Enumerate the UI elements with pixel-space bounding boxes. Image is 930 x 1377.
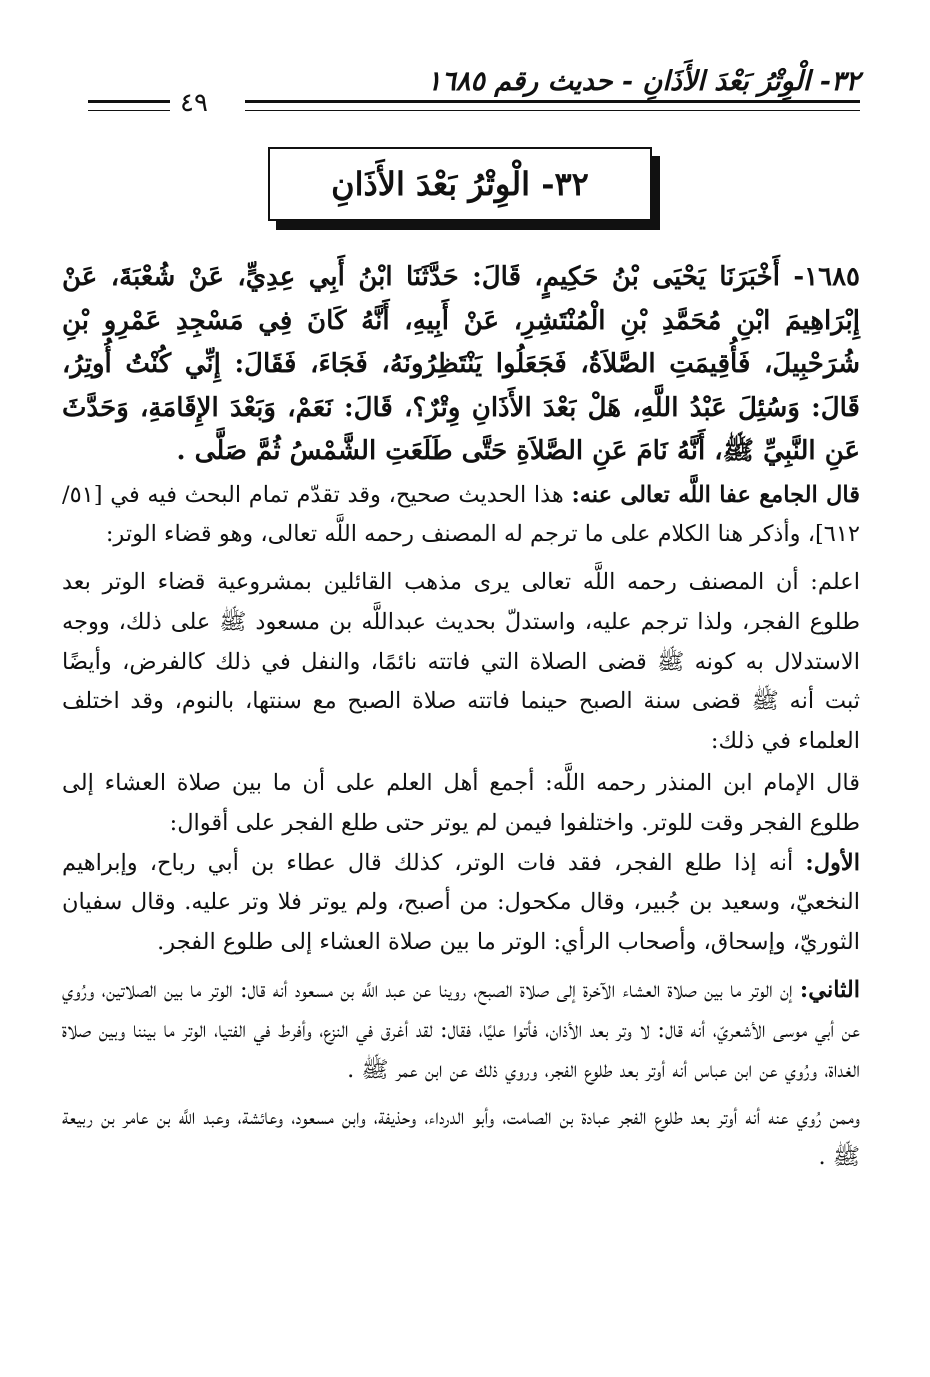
header-rule-right-thick [245,100,860,103]
commentary-paragraph-1 [62,476,860,556]
commentary-paragraph-5 [62,971,860,1090]
commentary-lead-1: قال الجامع عفا اللَّه تعالى عنه: [571,481,860,508]
page-number: ٤٩ [180,88,208,118]
commentary-text-1: هذا الحديث صحيح، وقد تقدّم تمام البحث فيه في [٥١/ ٦١٢]، وأذكر هنا الكلام على ما ترجم له المصنف رحمه اللَّه تعالى، وهو قضاء الوتر: [62,481,860,548]
commentary-lead-4: الأول: [805,849,860,876]
commentary-lead-5: الثاني: [799,977,860,1004]
commentary-paragraph-2 [62,563,860,762]
page-body [62,256,860,1178]
commentary-text-6: وممن رُوي عنه أنه أوتر بعد طلوع الفجر عبادة بن الصامت، وأبو الدرداء، وحذيفة، وابن مسعود، وعائشة، وعبد اللَّه بن عامر بن ربيعة ﷺ . [62,1104,860,1171]
header-rule-right-thin [245,110,860,111]
commentary-paragraph-4 [62,844,860,963]
commentary-text-4: أنه إذا طلع الفجر، فقد فات الوتر، كذلك قال عطاء بن أبي رباح، وإبراهيم النخعيّ، وسعيد بن جُبير، وقال مكحول: من أصبح، ولم يوتر فلا وتر عليه. وقال سفيان الثوريّ، وإسحاق، وأصحاب الرأي: الوتر ما بين صلاة العشاء إلى طلوع الفجر. [62,849,860,956]
header-rule-left-thin [88,110,170,111]
commentary-paragraph-3 [62,764,860,844]
header-rule-left-thick [88,100,170,103]
commentary-text-3: قال الإمام ابن المنذر رحمه اللَّه: أجمع أهل العلم على أن ما بين صلاة العشاء إلى طلوع الفجر وقت للوتر. واختلفوا فيمن لم يوتر حتى طلع الفجر على أقوال: [62,770,860,836]
commentary-paragraph-6 [62,1098,860,1178]
chapter-title: ٣٢- الْوِتْرُ بَعْدَ الأَذَانِ [331,165,589,203]
commentary-text-2: اعلم: أن المصنف رحمه اللَّه تعالى يرى مذهب القائلين بمشروعية قضاء الوتر بعد طلوع الفجر، ولذا ترجم عليه، واستدلّ بحديث عبداللَّه بن مسعود ﷺ على ذلك، ووجه الاستدلال به كونه ﷺ قضى الصلاة التي فاتته نائمًا، والنفل في ذلك كالفرض، وأيضًا ثبت أنه ﷺ قضى سنة الصبح حينما فاتته صلاة الصبح مع سنتها، بالنوم، وقد اختلف العلماء في ذلك: [62,569,860,755]
hadith-text: ١٦٨٥- أَخْبَرَنَا يَحْيَى بْنُ حَكِيمٍ، قَالَ: حَدَّثَنَا ابْنُ أَبِي عِدِيٍّ، عَنْ شُعْبَةَ، عَنْ إِبْرَاهِيمَ ابْنِ مُحَمَّدِ بْنِ الْمُنْتَشِرِ، عَنْ أَبِيهِ، أَنَّهُ كَانَ فِي مَسْجِدِ عَمْرِو بْنِ شُرَحْبِيلَ، فَأُقِيمَتِ الصَّلاَةُ، فَجَعَلُوا يَنْتَظِرُونَهُ، فَجَاءَ، فَقَالَ: إِنِّي كُنْتُ أُوتِرُ، قَالَ: وَسُئِلَ عَبْدُ اللَّهِ، هَلْ بَعْدَ الأَذَانِ وِتْرٌ؟، قَالَ: نَعَمْ، وَبَعْدَ الإِقَامَةِ، وَحَدَّثَ عَنِ النَّبِيِّ ﷺ، أَنَّهُ نَامَ عَنِ الصَّلاَةِ حَتَّى طَلَعَتِ الشَّمْسُ ثُمَّ صَلَّى . [62,262,860,466]
chapter-title-box [268,147,652,221]
running-title: ٣٢- الْوِتْرُ بَعْدَ الأَذَانِ - حديث رقم ١٦٨٥ [426,66,860,97]
commentary-text-5: إن الوتر ما بين صلاة العشاء الآخرة إلى صلاة الصبح، روينا عن عبد اللَّه بن مسعود أنه قال: الوتر ما بين الصلاتين، ورُوي عن أبي موسى الأشعريّ، أنه قال: لا وتر بعد الأذان، فأتوا عليًا، فقال: لقد أغرق في النزع، وأفرط في الفتيا، الوتر ما بيننا وبين صلاة الغداة، ورُوي عن ابن عباس أنه أوتر بعد طلوع الفجر، وروي ذلك عن ابن عمر ﷺ . [62,977,860,1083]
